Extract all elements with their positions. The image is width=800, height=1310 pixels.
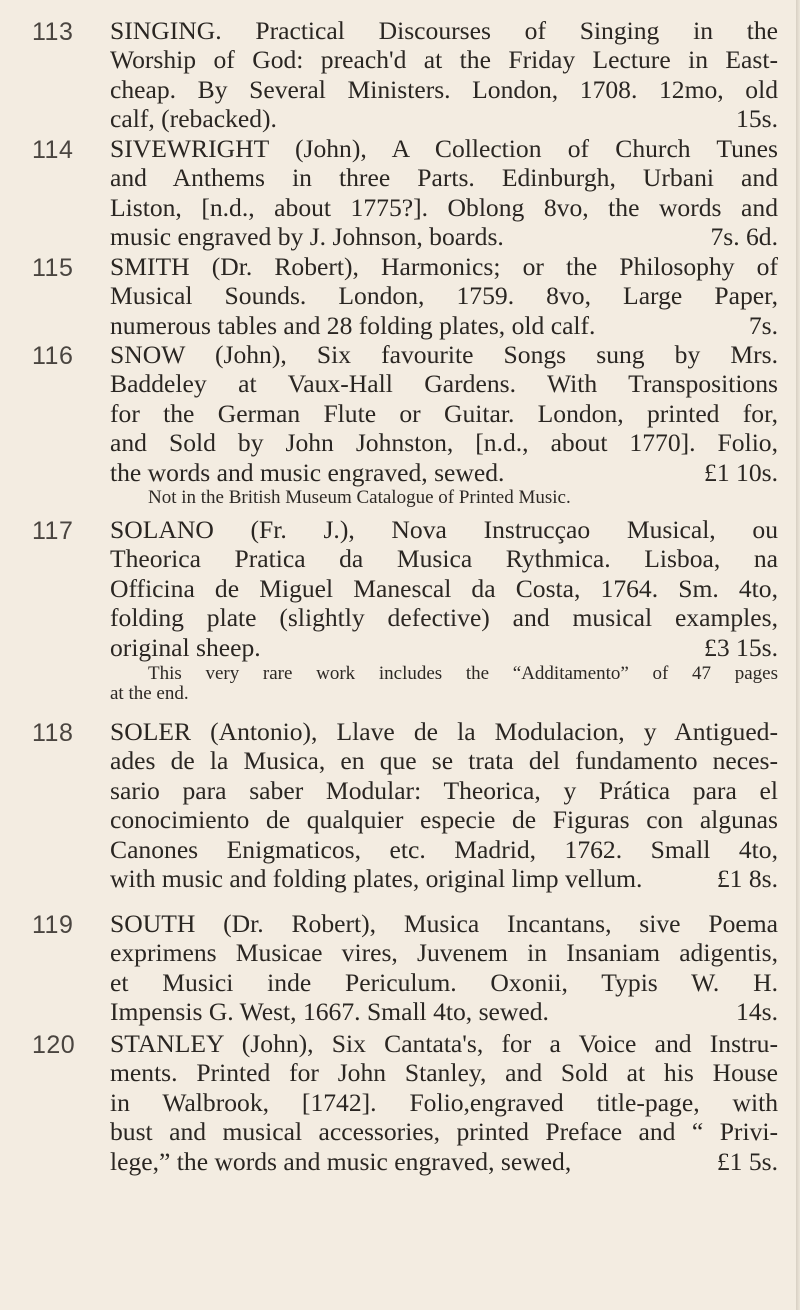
entry-text bbox=[110, 717, 778, 893]
entry-line: and Sold by John Johnston, [n.d., about 1770]. Folio, bbox=[110, 428, 778, 458]
entry-line: Musical Sounds. London, 1759. 8vo, Large Paper, bbox=[110, 281, 778, 311]
lot-number: 120 bbox=[32, 1031, 76, 1059]
entry-line: numerous tables and 28 folding plates, old calf. bbox=[110, 310, 596, 340]
entry-line-last bbox=[110, 311, 778, 340]
entry-line: Liston, [n.d., about 1775?]. Oblong 8vo, the words and bbox=[110, 192, 778, 222]
entry-text bbox=[110, 1029, 778, 1176]
entry-line: original sheep. bbox=[110, 632, 261, 662]
entry-line: Canones Enigmaticos, etc. Madrid, 1762. Small 4to, bbox=[110, 834, 778, 864]
page-edge-shadow bbox=[796, 0, 800, 1310]
entry-line-last bbox=[110, 458, 778, 487]
entry-line: for the German Flute or Guitar. London, printed for, bbox=[110, 398, 778, 428]
entry-line-last bbox=[110, 222, 778, 251]
entry-line: Baddeley at Vaux-Hall Gardens. With Transpositions bbox=[110, 369, 778, 399]
entry-line: SMITH (Dr. Robert), Harmonics; or the Philosophy of bbox=[110, 252, 778, 281]
entry-line: Officina de Miguel Manescal da Costa, 1764. Sm. 4to, bbox=[110, 573, 778, 603]
entry-line: bust and musical accessories, printed Preface and “ Privi- bbox=[110, 1117, 778, 1147]
price: 7s. bbox=[748, 310, 778, 340]
bibliographic-note: This very rare work includes the “Additamento” of 47 pages at the end. bbox=[110, 663, 778, 704]
entry-line-last bbox=[110, 633, 778, 662]
lot-number: 119 bbox=[32, 911, 74, 939]
entry-line: in Walbrook, [1742]. Folio,engraved title-page, with bbox=[110, 1087, 778, 1117]
entry-line: STANLEY (John), Six Cantata's, for a Voice and Instru- bbox=[110, 1029, 778, 1058]
entry-line: with music and folding plates, original limp vellum. bbox=[110, 863, 643, 893]
entry-line: ments. Printed for John Stanley, and Sold at his House bbox=[110, 1058, 778, 1088]
price: 14s. bbox=[736, 997, 778, 1027]
entry-text bbox=[110, 340, 778, 487]
entry-line: exprimens Musicae vires, Juvenem in Insaniam adigentis, bbox=[110, 938, 778, 968]
entry-line-last bbox=[110, 864, 778, 893]
entry-line: Impensis G. West, 1667. Small 4to, sewed. bbox=[110, 997, 549, 1027]
lot-number: 113 bbox=[32, 18, 74, 46]
entry-line: and Anthems in three Parts. Edinburgh, Urbani and bbox=[110, 163, 778, 193]
entry-line: lege,” the words and music engraved, sewed, bbox=[110, 1146, 572, 1176]
bibliographic-note: Not in the British Museum Catalogue of Printed Music. bbox=[148, 487, 571, 508]
entry-line: SOUTH (Dr. Robert), Musica Incantans, sive Poema bbox=[110, 909, 778, 938]
entry-line: cheap. By Several Ministers. London, 1708. 12mo, old bbox=[110, 74, 778, 104]
lot-number: 114 bbox=[32, 136, 74, 164]
lot-number: 115 bbox=[32, 254, 74, 282]
entry-line: ades de la Musica, en que se trata del fundamento neces- bbox=[110, 746, 778, 776]
entry-line: et Musici inde Periculum. Oxonii, Typis W. H. bbox=[110, 967, 778, 997]
price: 7s. 6d. bbox=[710, 222, 778, 252]
price: £1 5s. bbox=[716, 1146, 778, 1176]
entry-line: SNOW (John), Six favourite Songs sung by Mrs. bbox=[110, 340, 778, 369]
entry-line: Worship of God: preach'd at the Friday Lecture in East- bbox=[110, 45, 778, 75]
entry-line-last bbox=[110, 1147, 778, 1176]
entry-line: SIVEWRIGHT (John), A Collection of Church Tunes bbox=[110, 134, 778, 163]
entry-line: conocimiento de qualquier especie de Figuras con algunas bbox=[110, 805, 778, 835]
price: £1 10s. bbox=[704, 457, 778, 487]
entry-line: SINGING. Practical Discourses of Singing in the bbox=[110, 16, 778, 45]
price: 15s. bbox=[736, 104, 778, 134]
entry-line-last bbox=[110, 104, 778, 133]
lot-number: 116 bbox=[32, 342, 74, 370]
entry-line: folding plate (slightly defective) and musical examples, bbox=[110, 603, 778, 633]
lot-number: 117 bbox=[32, 517, 74, 545]
entry-line-last bbox=[110, 997, 778, 1026]
entry-line: the words and music engraved, sewed. bbox=[110, 457, 505, 487]
lot-number: 118 bbox=[32, 719, 74, 747]
entry-text bbox=[110, 909, 778, 1027]
entry-line: calf, (rebacked). bbox=[110, 104, 277, 134]
entry-line: Theorica Pratica da Musica Rythmica. Lisboa, na bbox=[110, 544, 778, 574]
entry-text bbox=[110, 252, 778, 340]
price: £3 15s. bbox=[704, 632, 778, 662]
entry-text bbox=[110, 16, 778, 134]
entry-text bbox=[110, 134, 778, 252]
entry-line: sario para saber Modular: Theorica, y Prática para el bbox=[110, 775, 778, 805]
entry-line: SOLER (Antonio), Llave de la Modulacion, y Antigued- bbox=[110, 717, 778, 746]
price: £1 8s. bbox=[716, 863, 778, 893]
entry-line: music engraved by J. Johnson, boards. bbox=[110, 222, 504, 252]
entry-text bbox=[110, 515, 778, 662]
entry-line: SOLANO (Fr. J.), Nova Instrucçao Musical, ou bbox=[110, 515, 778, 544]
